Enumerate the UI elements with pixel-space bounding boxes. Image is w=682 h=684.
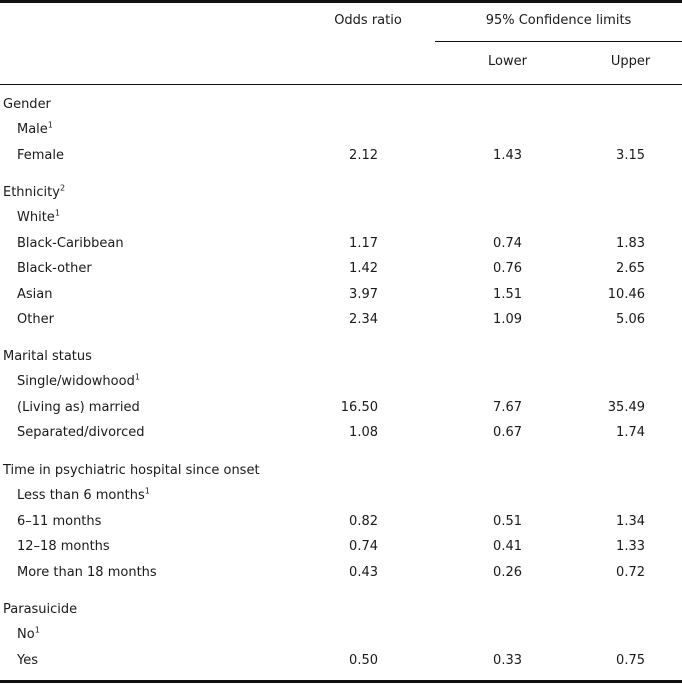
odds-ratio-value: 2.12	[349, 148, 378, 163]
lower-limit-value: 0.26	[493, 565, 522, 580]
upper-limit-value: 10.46	[607, 287, 645, 302]
confidence-limits-rule	[435, 41, 682, 42]
lower-limit-value: 1.43	[493, 148, 522, 163]
row-label: 12–18 months	[17, 539, 110, 554]
upper-limit-value: 0.75	[616, 653, 645, 668]
row-label: Separated/divorced	[17, 425, 145, 440]
row-label: No$^1$	[17, 625, 40, 642]
odds-ratio-value: 0.43	[349, 565, 378, 580]
lower-limit-value: 0.51	[493, 514, 522, 529]
upper-limit-value: 2.65	[616, 261, 645, 276]
row-label: Yes	[17, 653, 38, 668]
row-label: Asian	[17, 287, 53, 302]
lower-limit-value: 7.67	[493, 400, 522, 415]
header-bottom-rule	[0, 84, 682, 85]
upper-limit-value: 0.72	[616, 565, 645, 580]
row-label: Male$^1$	[17, 120, 53, 137]
upper-limit-value: 3.15	[616, 148, 645, 163]
group-label-ethnicity: Ethnicity$^2$	[3, 183, 66, 200]
odds-ratio-value: 0.74	[349, 539, 378, 554]
row-label: Less than 6 months$^1$	[17, 486, 150, 503]
row-label: 6–11 months	[17, 514, 102, 529]
group-label-marital-status: Marital status	[3, 349, 92, 364]
odds-ratio-value: 1.42	[349, 261, 378, 276]
lower-limit-value: 1.09	[493, 312, 522, 327]
upper-limit-value: 1.34	[616, 514, 645, 529]
row-label: White$^1$	[17, 208, 60, 225]
header-lower: Lower	[488, 54, 527, 69]
group-label-gender: Gender	[3, 97, 51, 112]
odds-ratio-value: 2.34	[349, 312, 378, 327]
row-label: Female	[17, 148, 65, 163]
upper-limit-value: 1.33	[616, 539, 645, 554]
table-bottom-rule	[0, 680, 682, 683]
odds-ratio-value: 0.50	[349, 653, 378, 668]
lower-limit-value: 0.41	[493, 539, 522, 554]
row-label: Other	[17, 312, 54, 327]
row-label: (Living as) married	[17, 400, 140, 415]
group-label-time-in-hospital: Time in psychiatric hospital since onset	[3, 463, 260, 478]
header-odds-ratio: Odds ratio	[334, 13, 402, 28]
odds-ratio-value: 0.82	[349, 514, 378, 529]
odds-ratio-value: 16.50	[340, 400, 378, 415]
odds-ratio-value: 3.97	[349, 287, 378, 302]
row-label: More than 18 months	[17, 565, 157, 580]
table-top-rule	[0, 0, 682, 3]
lower-limit-value: 0.33	[493, 653, 522, 668]
upper-limit-value: 5.06	[616, 312, 645, 327]
lower-limit-value: 0.67	[493, 425, 522, 440]
upper-limit-value: 1.74	[616, 425, 645, 440]
upper-limit-value: 1.83	[616, 236, 645, 251]
header-confidence-limits: 95% Confidence limits	[485, 13, 632, 28]
lower-limit-value: 1.51	[493, 287, 522, 302]
row-label: Black-Caribbean	[17, 236, 124, 251]
group-label-parasuicide: Parasuicide	[3, 602, 78, 617]
odds-ratio-value: 1.17	[349, 236, 378, 251]
row-label: Single/widowhood$^1$	[17, 372, 140, 389]
odds-ratio-value: 1.08	[349, 425, 378, 440]
lower-limit-value: 0.76	[493, 261, 522, 276]
row-label: Black-other	[17, 261, 92, 276]
upper-limit-value: 35.49	[607, 400, 645, 415]
header-upper: Upper	[610, 54, 651, 69]
lower-limit-value: 0.74	[493, 236, 522, 251]
